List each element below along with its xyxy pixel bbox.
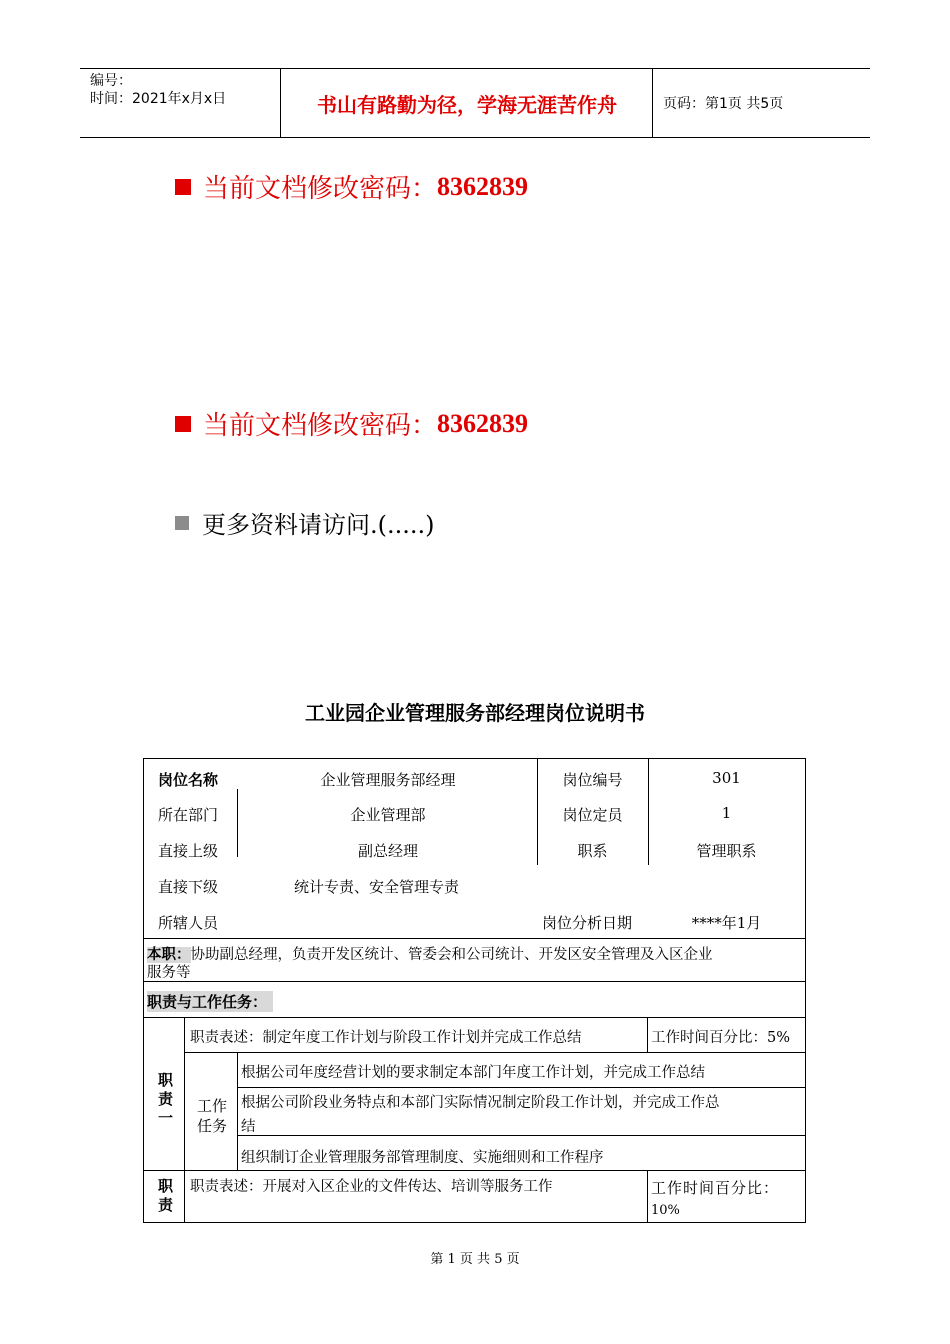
task-1: 根据公司年度经营计划的要求制定本部门年度工作计划，并完成工作总结 (241, 1065, 705, 1081)
password-notice-1 (175, 168, 528, 205)
tasks-header: 职责与工作任务： (147, 991, 273, 1012)
number-label: 编号： (90, 73, 132, 89)
superior-value: 副总经理 (357, 842, 418, 860)
password-value: 8362839 (437, 171, 529, 201)
grey-square-bullet-icon (175, 516, 189, 530)
task-2-line-2: 结 (241, 1119, 256, 1135)
job-code-value: 301 (712, 769, 741, 787)
duty-label: 本职： (147, 947, 191, 963)
divider (144, 1017, 805, 1018)
work-tasks-label-2: 任务 (197, 1117, 228, 1135)
divider (144, 1170, 805, 1171)
subordinate-value: 统计专责、安全管理专责 (294, 878, 460, 896)
task-2-line-1: 根据公司阶段业务特点和本部门实际情况制定阶段工作计划，并完成工作总 (241, 1095, 720, 1111)
red-square-bullet-icon (175, 179, 191, 195)
work-tasks-label-1: 工作 (197, 1097, 228, 1115)
staff-label: 所辖人员 (158, 914, 219, 932)
header-meta (80, 69, 281, 137)
duty-line-1 (147, 943, 713, 964)
header-page-label: 页码：第1页 共5页 (663, 96, 784, 112)
duty1-label-2: 责 (158, 1090, 174, 1108)
password-label: 当前文档修改密码： (203, 174, 438, 204)
duty2-label-1: 职 (158, 1177, 174, 1195)
duty1-label-1: 职 (158, 1071, 174, 1089)
page-footer: 第 1 页 共 5 页 (430, 1252, 520, 1267)
divider (144, 981, 805, 982)
password-label: 当前文档修改密码： (203, 411, 438, 441)
divider (144, 938, 805, 939)
duty2-time-value: 10% (651, 1203, 680, 1218)
duty2-label-2: 责 (158, 1196, 174, 1214)
dept-label: 所在部门 (158, 806, 219, 824)
password-notice-2 (175, 405, 528, 442)
duty1-description: 职责表述：制定年度工作计划与阶段工作计划并完成工作总结 (190, 1030, 582, 1046)
duty1-time-percent: 工作时间百分比：5% (651, 1030, 791, 1046)
divider (184, 1017, 185, 1223)
divider (237, 789, 238, 857)
divider (237, 1135, 805, 1136)
more-info-text[interactable]: 更多资料请访问.(.....) (202, 511, 435, 539)
job-family-value: 管理职系 (696, 842, 757, 860)
document-title: 工业园企业管理服务部经理岗位说明书 (305, 701, 645, 725)
job-name-label: 岗位名称 (158, 771, 219, 789)
duty1-label-3: 一 (158, 1109, 174, 1127)
job-family-label: 职系 (577, 842, 608, 860)
header-motto: 书山有路勤为径，学海无涯苦作舟 (282, 69, 653, 137)
headcount-label: 岗位定员 (562, 806, 623, 824)
duty-text: 协助副总经理，负责开发区统计、管委会和公司统计、开发区安全管理及入区企业 (190, 947, 713, 963)
duty2-time-label: 工作时间百分比： (651, 1179, 780, 1197)
subordinate-label: 直接下级 (158, 878, 219, 896)
divider (647, 1017, 648, 1052)
divider (237, 1052, 238, 1171)
divider (184, 1052, 805, 1053)
headcount-value: 1 (721, 804, 732, 822)
more-info-notice (175, 505, 435, 540)
analysis-date-value: ****年1月 (691, 914, 762, 932)
date-label: 时间：2021年x月x日 (90, 91, 227, 107)
divider (647, 1170, 648, 1223)
password-value: 8362839 (437, 408, 529, 438)
job-name-value: 企业管理服务部经理 (320, 771, 456, 789)
job-code-label: 岗位编号 (562, 771, 623, 789)
job-description-table (143, 758, 806, 1223)
page-header (80, 68, 870, 138)
duty2-description: 职责表述：开展对入区企业的文件传达、培训等服务工作 (190, 1179, 553, 1195)
divider (237, 1087, 805, 1088)
red-square-bullet-icon (175, 416, 191, 432)
task-3: 组织制订企业管理服务部管理制度、实施细则和工作程序 (241, 1150, 604, 1166)
superior-label: 直接上级 (158, 842, 219, 860)
duty-line-2: 服务等 (147, 965, 191, 981)
dept-value: 企业管理部 (350, 806, 426, 824)
analysis-date-label: 岗位分析日期 (542, 914, 633, 932)
